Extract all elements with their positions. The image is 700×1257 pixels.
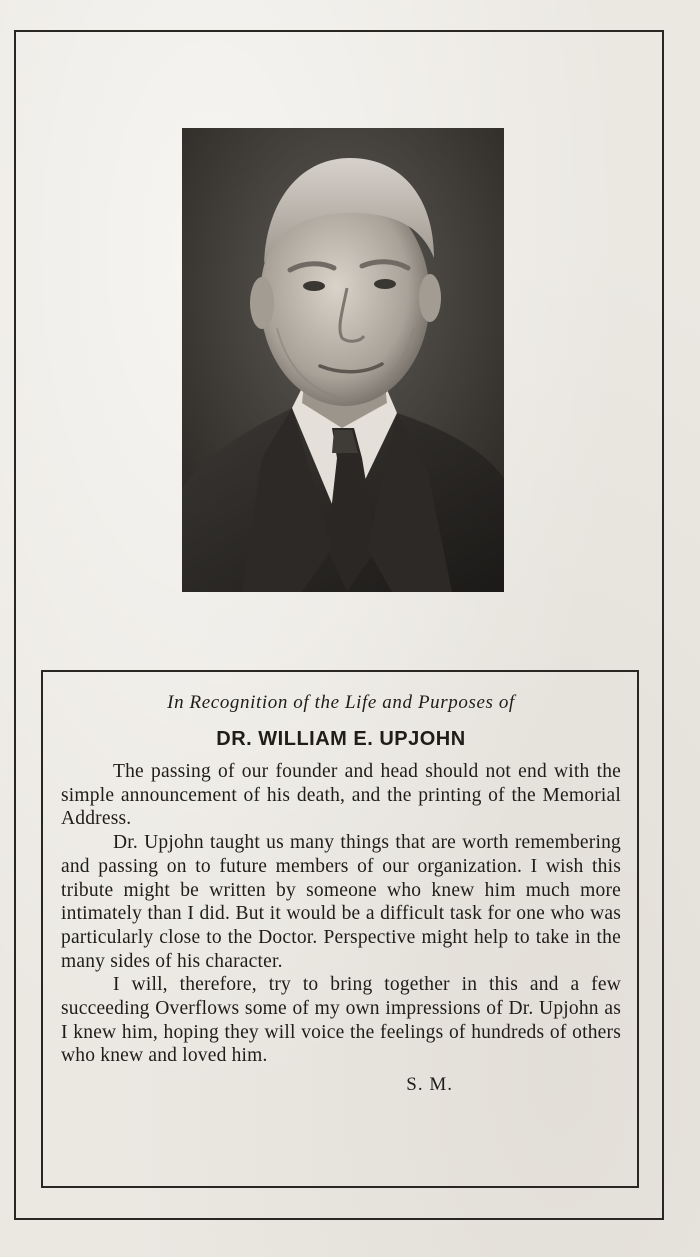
- signature: S. M.: [406, 1074, 453, 1096]
- paragraph-1: The passing of our founder and head should not end with the simple announcement of his death, and the printing of the Memorial Address.: [61, 761, 621, 830]
- tribute-subtitle: In Recognition of the Life and Purposes of: [167, 692, 515, 713]
- paragraph-3: I will, therefore, try to bring together in this and a few succeeding Overflows some of my own impressions of Dr. Upjohn as I knew him, hoping they will voice the feelings of hundreds of others who knew and loved him.: [61, 974, 621, 1067]
- portrait-photo: [182, 128, 504, 592]
- tribute-text-box: [41, 670, 639, 1188]
- tribute-heading: DR. WILLIAM E. UPJOHN: [216, 728, 466, 750]
- paragraph-2: Dr. Upjohn taught us many things that are worth remembering and passing on to future members of our organization. I wish this tribute might be written by someone who knew him much more intimately than I did. But it would be a difficult task for one who was particularly close to the Doctor. Perspective might help to take in the many sides of his character.: [61, 832, 621, 972]
